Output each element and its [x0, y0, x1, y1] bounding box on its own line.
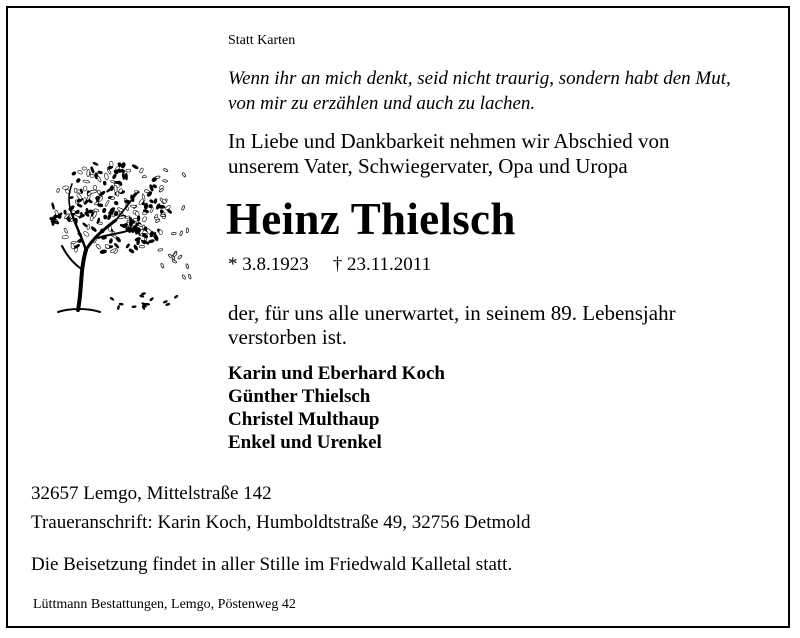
memorial-quote [228, 66, 731, 116]
quote-line-2: von mir zu erzählen und auch zu lachen. [228, 93, 536, 114]
mourner-name: Karin und Eberhard Koch [228, 363, 445, 384]
mourner-name: Günther Thielsch [228, 386, 371, 407]
funeral-home-footer: Lüttmann Bestattungen, Lemgo, Pöstenweg 42 [33, 597, 296, 612]
home-address: 32657 Lemgo, Mittelstraße 142 [31, 483, 272, 504]
mourner-name: Christel Multhaup [228, 409, 380, 430]
description-line-1: der, für uns alle unerwartet, in seinem 89. Lebensjahr [228, 301, 676, 325]
intro-line-2: unserem Vater, Schwiegervater, Opa und Uropa [228, 154, 628, 178]
trauer-address: Traueranschrift: Karin Koch, Humboldtstraße 49, 32756 Detmold [31, 512, 531, 533]
burial-notice: Die Beisetzung findet in aller Stille im Friedwald Kalletal statt. [31, 554, 513, 575]
description-line-2: verstorben ist. [228, 325, 347, 349]
windblown-tree-icon [38, 150, 198, 320]
tree-foliage [49, 161, 191, 310]
birth-date: * 3.8.1923 [228, 254, 309, 275]
deceased-name: Heinz Thielsch [226, 194, 516, 244]
mourners-list [228, 362, 445, 454]
death-date: † 23.11.2011 [332, 254, 432, 275]
quote-line-1: Wenn ihr an mich denkt, seid nicht traurig, sondern habt den Mut, [228, 68, 731, 89]
description-text [228, 301, 676, 349]
mourner-name: Enkel und Urenkel [228, 432, 382, 453]
intro-text [228, 129, 669, 179]
intro-line-1: In Liebe und Dankbarkeit nehmen wir Abschied von [228, 129, 670, 153]
life-dates [228, 254, 431, 276]
statt-karten-label: Statt Karten [228, 33, 296, 48]
